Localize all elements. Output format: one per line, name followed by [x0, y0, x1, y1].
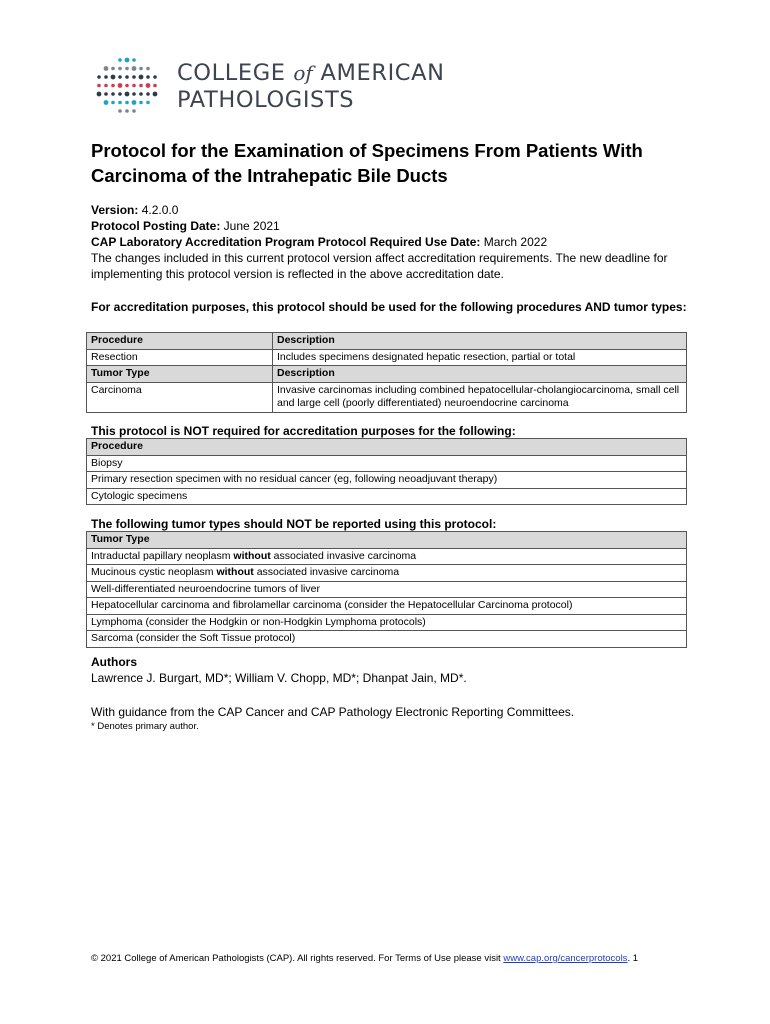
cancer-protocols-link[interactable]: www.cap.org/cancerprotocols: [503, 953, 628, 964]
logo-dot: [104, 84, 108, 88]
tumor-type-header: Tumor Type: [87, 366, 273, 383]
logo-dot: [111, 84, 115, 88]
table-row: [87, 455, 687, 472]
logo-dot: [104, 75, 108, 79]
table-cell: Mucinous cystic neoplasm without associated invasive carcinoma: [87, 565, 687, 582]
tumor-desc-cell: Invasive carcinomas including combined hepatocellular-cholangiocarcinoma, small cell and large cell (poorly differentiated) neuroendocrine carcinoma: [273, 382, 687, 412]
logo-dot: [146, 83, 151, 88]
logo-dot: [146, 101, 150, 105]
tumor-cell: Carcinoma: [87, 382, 273, 412]
dot-pattern-icon: [95, 56, 165, 118]
cap-logo: [95, 56, 475, 118]
logo-dot: [118, 58, 122, 62]
table-header-row: [87, 366, 687, 383]
author-names: Lawrence J. Burgart, MD*; William V. Chopp, MD*; Dhanpat Jain, MD*.: [91, 671, 467, 685]
procedure-desc-cell: Includes specimens designated hepatic resection, partial or total: [273, 349, 687, 366]
logo-dot: [146, 67, 150, 71]
table-row: [87, 581, 687, 598]
table-header-row: [87, 439, 687, 456]
logo-dot: [125, 84, 129, 88]
logo-dot: [97, 84, 101, 88]
logo-dot: [125, 101, 129, 105]
changes-note: The changes included in this current protocol version affect accreditation requirements. The new deadline for implementing this protocol version is reflected in the above accreditation date.: [91, 251, 668, 281]
logo-dot: [146, 92, 150, 96]
not-required-heading: This protocol is NOT required for accreditation purposes for the following:: [91, 424, 516, 438]
not-required-table: [86, 438, 687, 505]
authors-section: [91, 654, 691, 733]
logo-dot: [132, 109, 136, 113]
procedure-header: Procedure: [87, 333, 273, 350]
accreditation-table: [86, 332, 687, 413]
logo-dot: [104, 66, 109, 71]
logo-dot: [139, 67, 143, 71]
not-reported-table: [86, 531, 687, 648]
logo-dot: [97, 75, 101, 79]
table-cell: Primary resection specimen with no residual cancer (eg, following neoadjuvant therapy): [87, 472, 687, 489]
table-row: [87, 488, 687, 505]
table-cell: Biopsy: [87, 455, 687, 472]
table-row: [87, 382, 687, 412]
page-title: Protocol for the Examination of Specimens From Patients With Carcinoma of the Intrahepatic Bile Ducts: [91, 140, 643, 186]
posting-date-line: Protocol Posting Date: June 2021: [91, 219, 280, 233]
table-row: [87, 631, 687, 648]
tumor-type-header: Tumor Type: [87, 532, 687, 549]
page-number: 1: [632, 953, 639, 964]
table-row: [87, 548, 687, 565]
accreditation-heading: For accreditation purposes, this protocol should be used for the following procedures AND tumor types:: [91, 300, 687, 314]
table-row: [87, 565, 687, 582]
logo-dot: [118, 83, 123, 88]
logo-dot: [132, 66, 137, 71]
logo-dot: [118, 75, 122, 79]
logo-dot: [132, 92, 136, 96]
table-header-row: [87, 333, 687, 350]
page-footer: © 2021 College of American Pathologists (CAP). All rights reserved. For Terms of Use please visit www.cap.org/cancerprotocols. 1: [91, 953, 639, 964]
copyright-text: © 2021 College of American Pathologists (CAP). All rights reserved. For Terms of Use please visit: [91, 953, 504, 964]
table-cell: Hepatocellular carcinoma and fibrolamellar carcinoma (consider the Hepatocellular Carcinoma protocol): [87, 598, 687, 615]
logo-dot: [111, 67, 115, 71]
logo-dot: [97, 92, 102, 97]
logo-dot: [125, 92, 130, 97]
required-date-line: CAP Laboratory Accreditation Program Protocol Required Use Date: March 2022: [91, 235, 548, 249]
table-cell: Cytologic specimens: [87, 488, 687, 505]
description-header: Description: [273, 333, 687, 350]
table-row: [87, 614, 687, 631]
guidance-text: With guidance from the CAP Cancer and CAP Pathology Electronic Reporting Committees.: [91, 705, 575, 719]
logo-dot: [139, 75, 144, 80]
table-row: [87, 349, 687, 366]
logo-dot: [111, 75, 116, 80]
logo-dot: [153, 92, 158, 97]
procedure-header: Procedure: [87, 439, 687, 456]
logo-dot: [118, 101, 122, 105]
table-row: [87, 472, 687, 489]
protocol-meta: [91, 202, 691, 282]
logo-dot: [139, 101, 143, 105]
table-cell: Sarcoma (consider the Soft Tissue protocol): [87, 631, 687, 648]
procedure-cell: Resection: [87, 349, 273, 366]
logo-dot: [132, 84, 136, 88]
tumor-desc-header: Description: [273, 366, 687, 383]
logo-dot: [125, 109, 129, 113]
logo-dot: [125, 67, 129, 71]
table-cell: Intraductal papillary neoplasm without associated invasive carcinoma: [87, 548, 687, 565]
logo-dot: [125, 75, 129, 79]
logo-dot: [118, 92, 122, 96]
primary-author-note: * Denotes primary author.: [91, 721, 199, 732]
logo-dot: [153, 75, 157, 79]
logo-dot: [125, 58, 130, 63]
table-row: [87, 598, 687, 615]
authors-heading: Authors: [91, 655, 137, 669]
logo-dot: [153, 84, 157, 88]
logo-dot: [132, 100, 137, 105]
logo-dot: [139, 92, 143, 96]
logo-dot: [104, 100, 109, 105]
logo-dot: [111, 101, 115, 105]
logo-dot: [104, 92, 108, 96]
logo-dot: [132, 58, 136, 62]
logo-dot: [139, 84, 143, 88]
table-cell: Lymphoma (consider the Hodgkin or non-Hodgkin Lymphoma protocols): [87, 614, 687, 631]
logo-dot: [146, 75, 150, 79]
table-header-row: [87, 532, 687, 549]
version-line: Version: 4.2.0.0: [91, 203, 179, 217]
logo-dot: [118, 109, 122, 113]
not-reported-heading: The following tumor types should NOT be reported using this protocol:: [91, 517, 497, 531]
logo-wordmark: COLLEGE of AMERICAN PATHOLOGISTS: [177, 60, 445, 113]
table-cell: Well-differentiated neuroendocrine tumors of liver: [87, 581, 687, 598]
logo-dot: [118, 67, 122, 71]
logo-dot: [111, 92, 115, 96]
logo-dot: [132, 75, 136, 79]
